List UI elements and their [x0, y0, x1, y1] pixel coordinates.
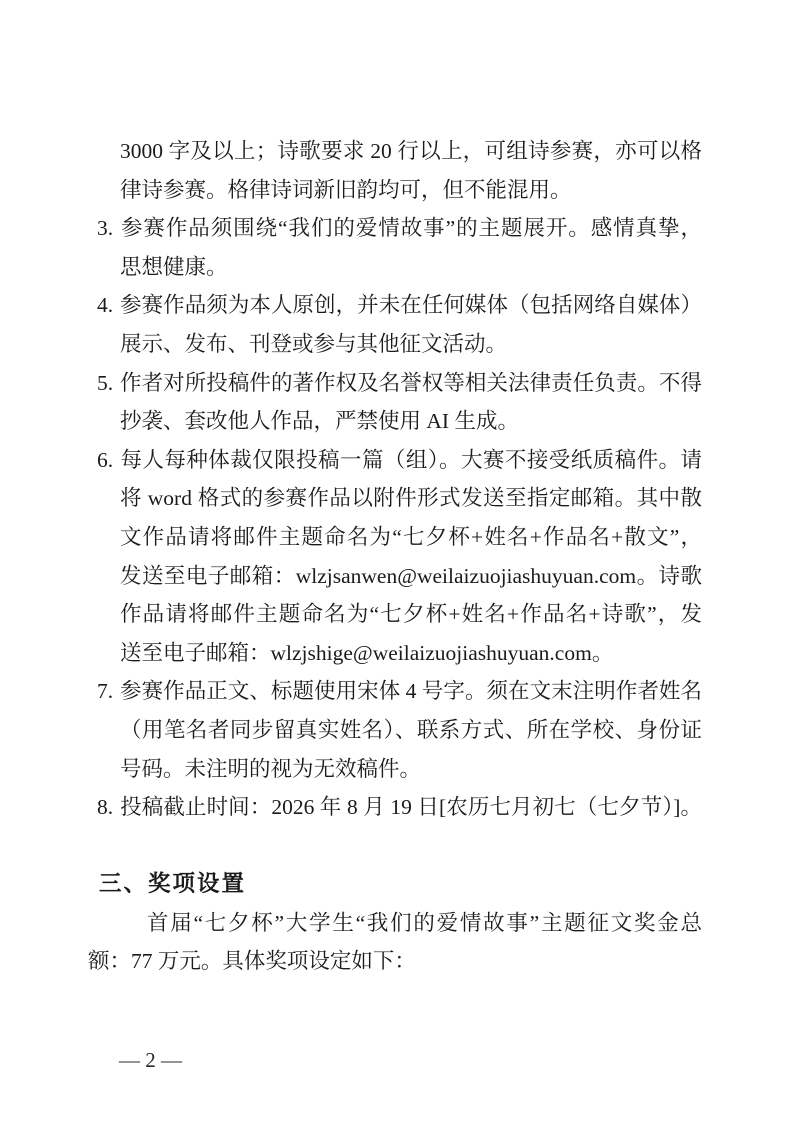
- document-line: 作品请将邮件主题命名为“七夕杯+姓名+作品名+诗歌”，发: [120, 602, 702, 627]
- paragraph-line: 首届“七夕杯”大学生“我们的爱情故事”主题征文奖金总: [147, 910, 702, 935]
- document-line: 展示、发布、刊登或参与其他征文活动。: [120, 331, 508, 356]
- page-number-footer: — 2 —: [119, 1048, 182, 1072]
- list-number: 8.: [97, 795, 114, 820]
- document-line: 思想健康。: [120, 254, 228, 279]
- document-line: 文作品请将邮件主题命名为“七夕杯+姓名+作品名+散文”，: [120, 524, 702, 549]
- document-body: [88, 132, 702, 981]
- document-line: 送至电子邮箱：wlzjshige@weilaizuojiashuyuan.com。: [120, 640, 614, 665]
- document-list-item: 5. 作者对所投稿件的著作权及名誉权等相关法律责任负责。不得: [88, 364, 702, 403]
- blank-line: [88, 827, 702, 866]
- paragraph-line: 额：77 万元。具体奖项设定如下：: [88, 949, 416, 974]
- document-line: 将 word 格式的参赛作品以附件形式发送至指定邮箱。其中散: [120, 486, 702, 511]
- document-line: 律诗参赛。格律诗词新旧韵均可，但不能混用。: [120, 177, 572, 202]
- section-heading: 三、奖项设置: [99, 871, 247, 897]
- list-number: 3.: [97, 216, 114, 241]
- document-line: （用笔名者同步留真实姓名）、联系方式、所在学校、身份证: [120, 717, 702, 742]
- document-list-item: 4. 参赛作品须为本人原创，并未在任何媒体（包括网络自媒体）: [88, 286, 702, 325]
- document-line: 发送至电子邮箱：wlzjsanwen@weilaizuojiashuyuan.com。诗歌: [120, 563, 702, 588]
- list-number: 4.: [97, 293, 114, 318]
- document-line: 抄袭、套改他人作品，严禁使用 AI 生成。: [120, 409, 519, 434]
- document-list-item: 3. 参赛作品须围绕“我们的爱情故事”的主题展开。感情真挚，: [88, 209, 702, 248]
- document-line: 3000 字及以上；诗歌要求 20 行以上，可组诗参赛，亦可以格: [120, 139, 702, 163]
- list-number: 5.: [97, 370, 114, 395]
- list-number: 6.: [97, 447, 114, 472]
- document-list-item: 7. 参赛作品正文、标题使用宋体 4 号字。须在文末注明作者姓名: [88, 672, 702, 711]
- list-number: 7.: [97, 679, 114, 704]
- document-list-item: 6. 每人每种体裁仅限投稿一篇（组）。大赛不接受纸质稿件。请: [88, 441, 702, 480]
- document-list-item: 8. 投稿截止时间：2026 年 8 月 19 日[农历七月初七（七夕节）]。: [88, 788, 702, 827]
- document-line: 号码。未注明的视为无效稿件。: [120, 756, 422, 781]
